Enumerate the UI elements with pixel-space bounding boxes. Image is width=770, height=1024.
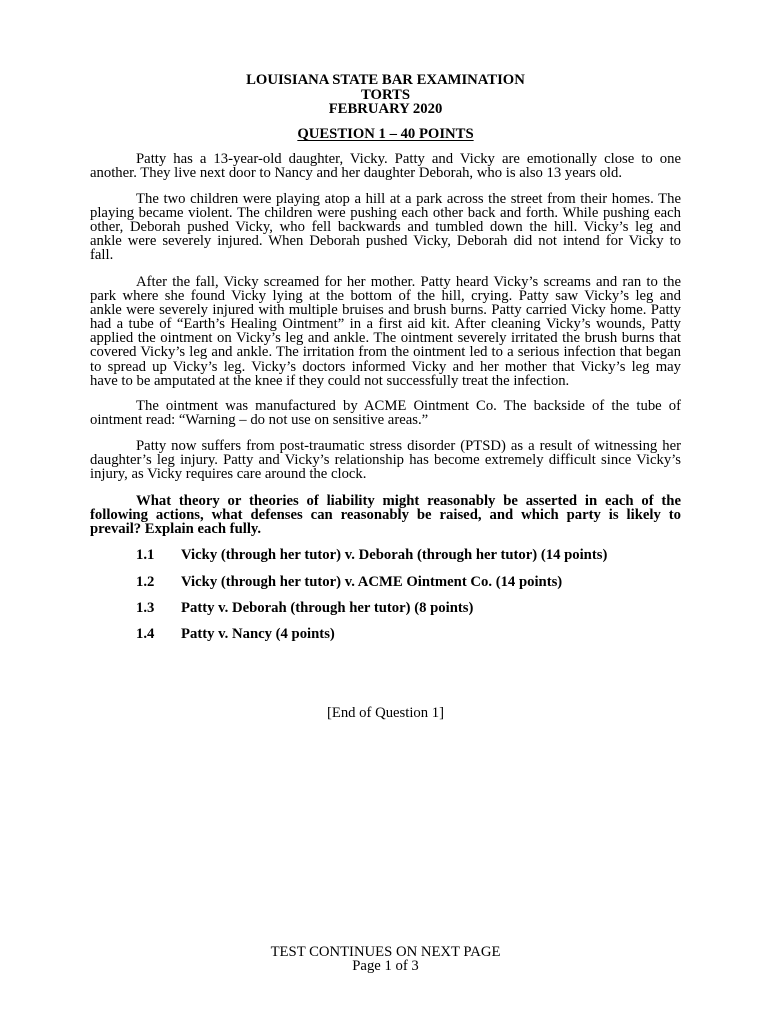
fact-paragraph-1: [90, 152, 681, 180]
action-title: Patty v. Nancy (4 points): [181, 626, 335, 642]
text-line: Patty now suffers from post-traumatic stress disorder (PTSD) as a result of witnessing her: [136, 438, 681, 454]
text-line: covered Vicky’s leg and ankle. The irritation from the ointment led to a serious infection that began: [90, 344, 681, 361]
text-line: another. They live next door to Nancy and her daughter Deborah, who is also 13 years old.: [90, 165, 623, 182]
text-line: injury, as Vicky requires care around the clock.: [90, 466, 367, 483]
text-line: After the fall, Vicky screamed for her mother. Patty heard Vicky’s screams and ran to the: [136, 274, 681, 290]
text-line: had a tube of “Earth’s Healing Ointment” in a first aid kit. After cleaning Vicky’s wounds, Patty: [90, 316, 681, 333]
text-line: applied the ointment on Vicky’s leg and ankle. The ointment severely irritated the brush burns that: [90, 330, 681, 347]
end-marker: [End of Question 1]: [326, 705, 445, 721]
action-item-1-1: [136, 548, 607, 562]
text-line: playing became violent. The children were pushing each other back and forth. While pushing each: [90, 205, 681, 222]
subject-title: TORTS: [360, 86, 410, 103]
text-line: Patty has a 13-year-old daughter, Vicky. Patty and Vicky are emotionally close to one: [136, 151, 681, 167]
text-line: following actions, what defenses can reasonably be raised, and which party is likely to: [90, 507, 681, 524]
text-line: other, Deborah pushed Vicky, who fell backwards and tumbled down the hill. Vicky’s leg and: [90, 219, 681, 236]
action-number: 1.4: [136, 626, 155, 642]
fact-paragraph-2: [90, 192, 681, 262]
text-line: ankle were severely injured with multiple bruises and brush burns. Patty carried Vicky home. Patty: [90, 302, 681, 319]
action-item-1-2: [136, 575, 562, 589]
text-line: prevail? Explain each fully.: [90, 521, 262, 538]
action-item-1-3: [136, 601, 473, 615]
fact-paragraph-5: [90, 439, 681, 481]
call-of-question: [90, 494, 681, 536]
page-footer: [90, 945, 681, 973]
text-line: have to be amputated at the knee if they could not successfully treat the infection.: [90, 372, 570, 389]
action-number: 1.1: [136, 547, 155, 563]
question-heading: [90, 127, 681, 141]
text-line: ankle were severely injured. When Deborah pushed Vicky, Deborah did not intend for Vicky to: [90, 233, 681, 250]
action-number: 1.3: [136, 600, 155, 616]
exam-title: LOUISIANA STATE BAR EXAMINATION: [246, 72, 525, 88]
text-line: ointment read: “Warning – do not use on sensitive areas.”: [90, 412, 429, 429]
exam-date: FEBRUARY 2020: [328, 101, 443, 117]
action-title: Vicky (through her tutor) v. Deborah (through her tutor) (14 points): [181, 547, 608, 563]
action-number: 1.2: [136, 574, 155, 590]
continues-notice: TEST CONTINUES ON NEXT PAGE: [270, 944, 501, 960]
text-line: daughter’s leg injury. Patty and Vicky’s relationship has become extremely difficult since Vicky’s: [90, 452, 681, 469]
text-line: park where she found Vicky lying at the bottom of the hill, crying. Patty saw Vicky’s leg and: [90, 288, 681, 305]
text-line: to spread up Vicky’s leg. Vicky’s doctors informed Vicky and her mother that Vicky’s leg may: [90, 358, 681, 375]
text-line: fall.: [90, 247, 114, 264]
action-title: Vicky (through her tutor) v. ACME Ointment Co. (14 points): [181, 574, 563, 590]
question-title: QUESTION 1 – 40 POINTS: [297, 126, 474, 142]
fact-paragraph-4: [90, 399, 681, 427]
exam-header: [90, 73, 681, 117]
action-item-1-4: [136, 627, 335, 641]
end-of-question: [90, 706, 681, 720]
action-title: Patty v. Deborah (through her tutor) (8 points): [181, 600, 474, 616]
text-line: The ointment was manufactured by ACME Ointment Co. The backside of the tube of: [136, 398, 681, 414]
fact-paragraph-3: [90, 275, 681, 388]
text-line: What theory or theories of liability might reasonably be asserted in each of the: [136, 493, 681, 509]
text-line: The two children were playing atop a hill at a park across the street from their homes. The: [136, 191, 681, 207]
page-number: Page 1 of 3: [352, 958, 419, 975]
